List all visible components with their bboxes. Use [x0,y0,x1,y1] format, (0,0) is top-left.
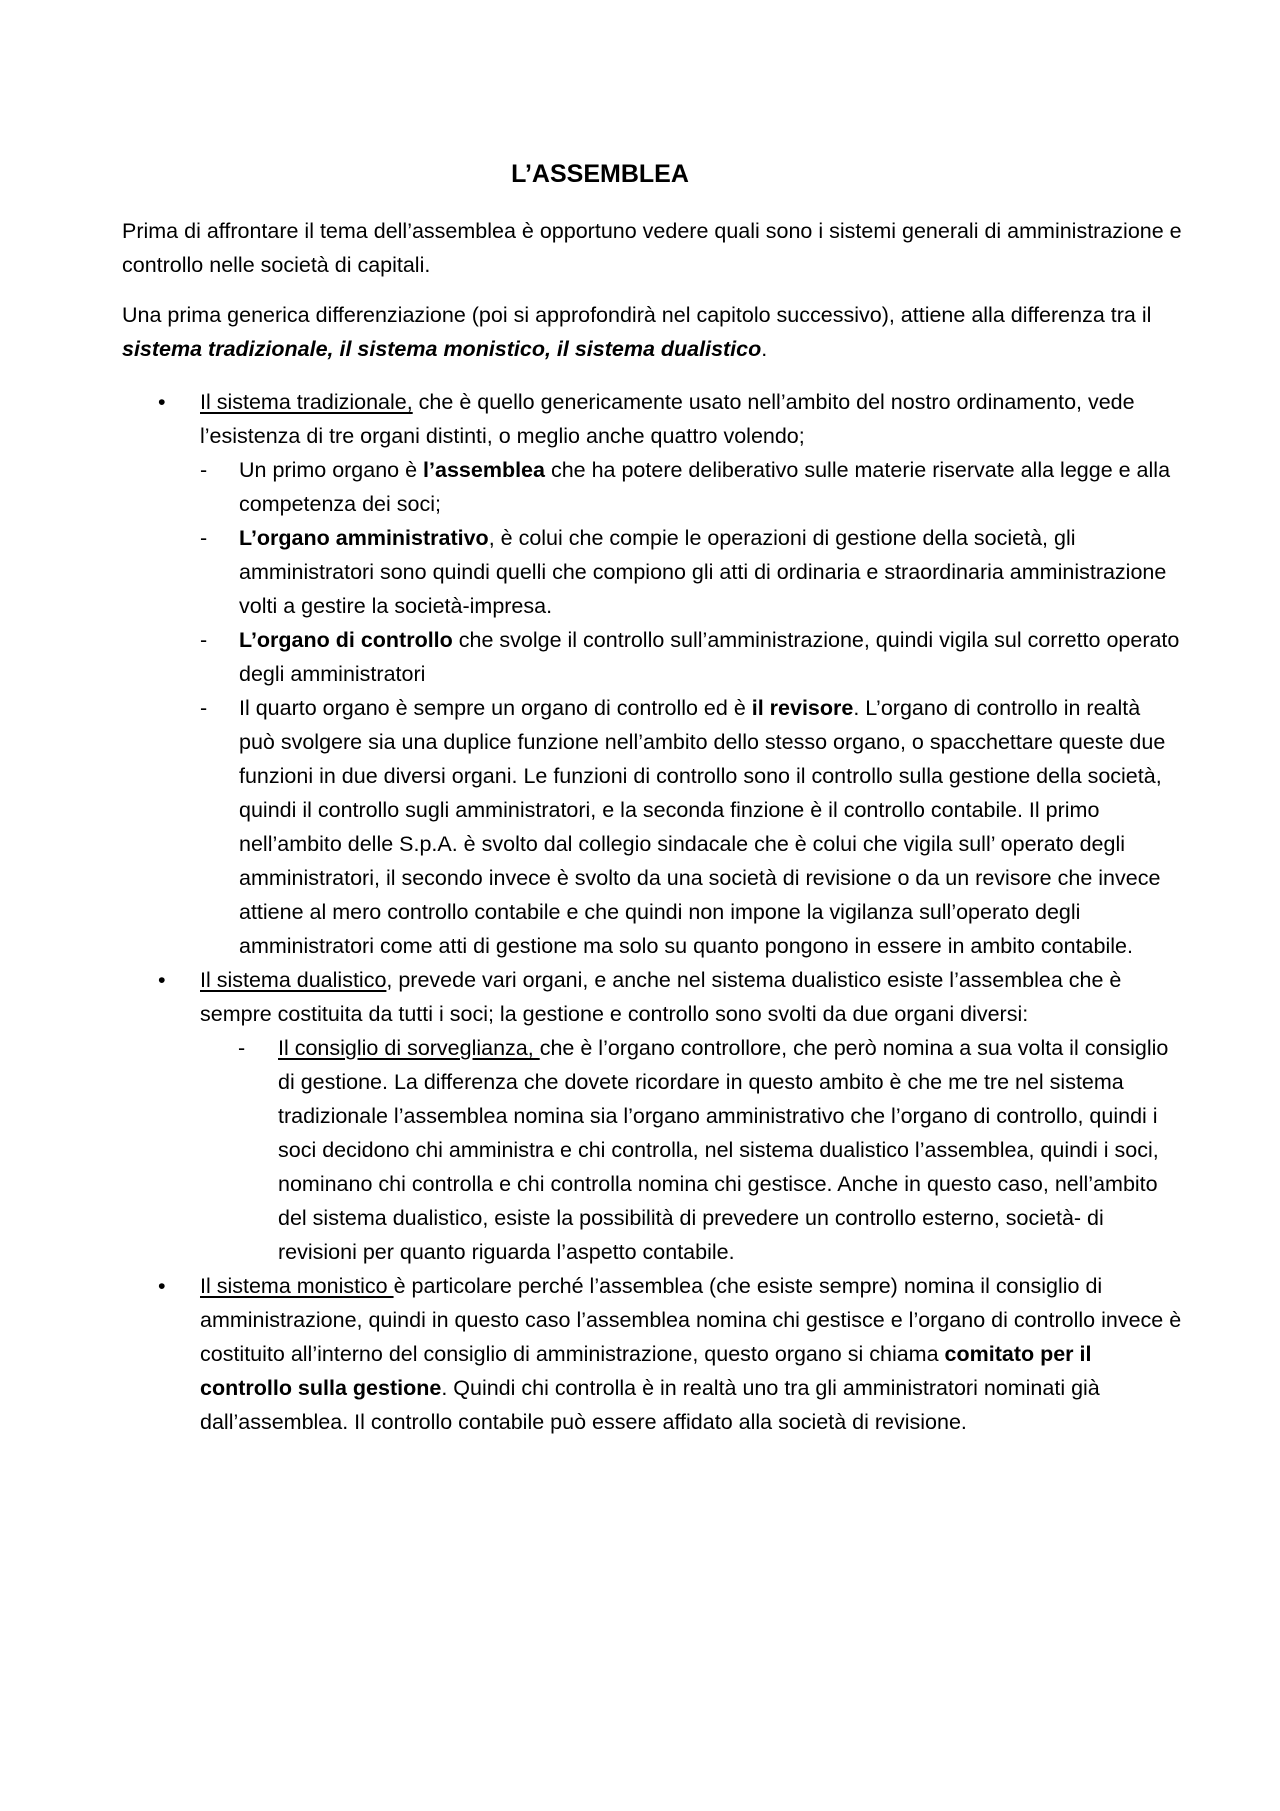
sub-item-bold: L’organo di controllo [239,628,453,652]
heading-monistico: Il sistema monistico [200,1274,394,1298]
sub-item-text: che svolge il controllo sull’amministrazione, quindi vigila sul corretto operato degli amministratori [239,628,1180,686]
dash-icon: - [200,696,208,720]
dash-icon: - [200,526,208,550]
sub-item-controllo [122,623,1182,691]
bullet-icon: • [158,390,166,414]
sub-item-text: Il quarto organo è sempre un organo di controllo ed è [239,696,752,720]
text-tradizionale: che è quello genericamente usato nell’ambito del nostro ordinamento, vede l’esistenza di tre organi distinti, o meglio anche quattro volendo; [200,390,1135,448]
text-sorveglianza: che è l’organo controllore, che però nomina a sua volta il consiglio di gestione. La differenza che dovete ricordare in questo ambito è che me tre nel sistema tradizionale l’assemblea nomina sia l’organo amministrativo che l’organo di controllo, quindi i soci decidono chi amministra e chi controlla, nel sistema dualistico l’assemblea, quindi i soci, nominano chi controlla e chi controlla nomina chi gestisce. Anche in questo caso, nell’ambito del sistema dualistico, esiste la possibilità di prevedere un controllo esterno, società- di revisioni per quanto riguarda l’aspetto contabile. [278,1036,1169,1264]
differentiation-paragraph [122,298,1182,366]
sub-item-text: Un primo organo è [239,458,424,482]
list-item-monistico [122,1269,1182,1439]
text-dualistico: , prevede vari organi, e anche nel sistema dualistico esiste l’assemblea che è sempre costituita da tutti i soci; la gestione e controllo sono svolti da due organi diversi: [200,968,1122,1026]
heading-dualistico: Il sistema dualistico [200,968,387,992]
heading-sorveglianza: Il consiglio di sorveglianza, [278,1036,540,1060]
text-monistico: è particolare perché l’assemblea (che esiste sempre) nomina il consiglio di amministrazione, quindi in questo caso l’assemblea nomina chi gestisce e l’organo di controllo invece è costituito all’interno del consiglio di amministrazione, questo organo si chiama [200,1274,1182,1366]
list-item-tradizionale [122,385,1182,453]
differentiation-text: Una prima generica differenziazione (poi si approfondirà nel capitolo successivo), attiene alla differenza tra il [122,303,1152,327]
sub-item-bold: L’organo amministrativo [239,526,489,550]
sub-item-amministrativo [122,521,1182,623]
systems-list [122,385,1182,1439]
comitato-bold: comitato per il controllo sulla gestione [200,1342,1092,1400]
sub-item-bold: l’assemblea [423,458,545,482]
differentiation-end: . [761,337,768,361]
sub-item-revisore [122,691,1182,963]
dash-icon: - [200,628,208,652]
bullet-icon: • [158,968,166,992]
sub-item-bold: il revisore [751,696,854,720]
intro-paragraph: Prima di affrontare il tema dell’assemblea è opportuno vedere quali sono i sistemi generali di amministrazione e controllo nelle società di capitali. [122,219,1182,277]
sub-item-sorveglianza [122,1031,1182,1269]
sub-item-text: , è colui che compie le operazioni di gestione della società, gli amministratori sono quindi quelli che compiono gli atti di ordinaria e straordinaria amministrazione volti a gestire la società-impresa. [239,526,1167,618]
heading-tradizionale: Il sistema tradizionale, [200,390,413,414]
dash-icon: - [200,458,208,482]
systems-emphasis: sistema tradizionale, il sistema monistico, il sistema dualistico [122,337,762,361]
sub-item-text: . L’organo di controllo in realtà può svolgere sia una duplice funzione nell’ambito dello stesso organo, o spacchettare queste due funzioni in due diversi organi. Le funzioni di controllo sono il controllo sulla gestione della società, quindi il controllo sugli amministratori, e la seconda finzione è il controllo contabile. Il primo nell’ambito delle S.p.A. è svolto dal collegio sindacale che è colui che vigila sull’ operato degli amministratori, il secondo invece è svolto da una società di revisione o da un revisore che invece attiene al mero controllo contabile e che quindi non impone la vigilanza sull’operato degli amministratori come atti di gestione ma solo su quanto pongono in essere in ambito contabile. [239,696,1166,958]
sub-item-text: che ha potere deliberativo sulle materie riservate alla legge e alla competenza dei soci; [239,458,1171,516]
bullet-icon: • [158,1274,166,1298]
sub-item-assemblea [122,453,1182,521]
text-monistico-end: . Quindi chi controlla è in realtà uno tra gli amministratori nominati già dall’assemblea. Il controllo contabile può essere affidato alla società di revisione. [200,1376,1100,1434]
list-item-dualistico [122,963,1182,1031]
page-title: L’ASSEMBLEA [511,160,689,188]
dash-icon: - [238,1036,246,1060]
